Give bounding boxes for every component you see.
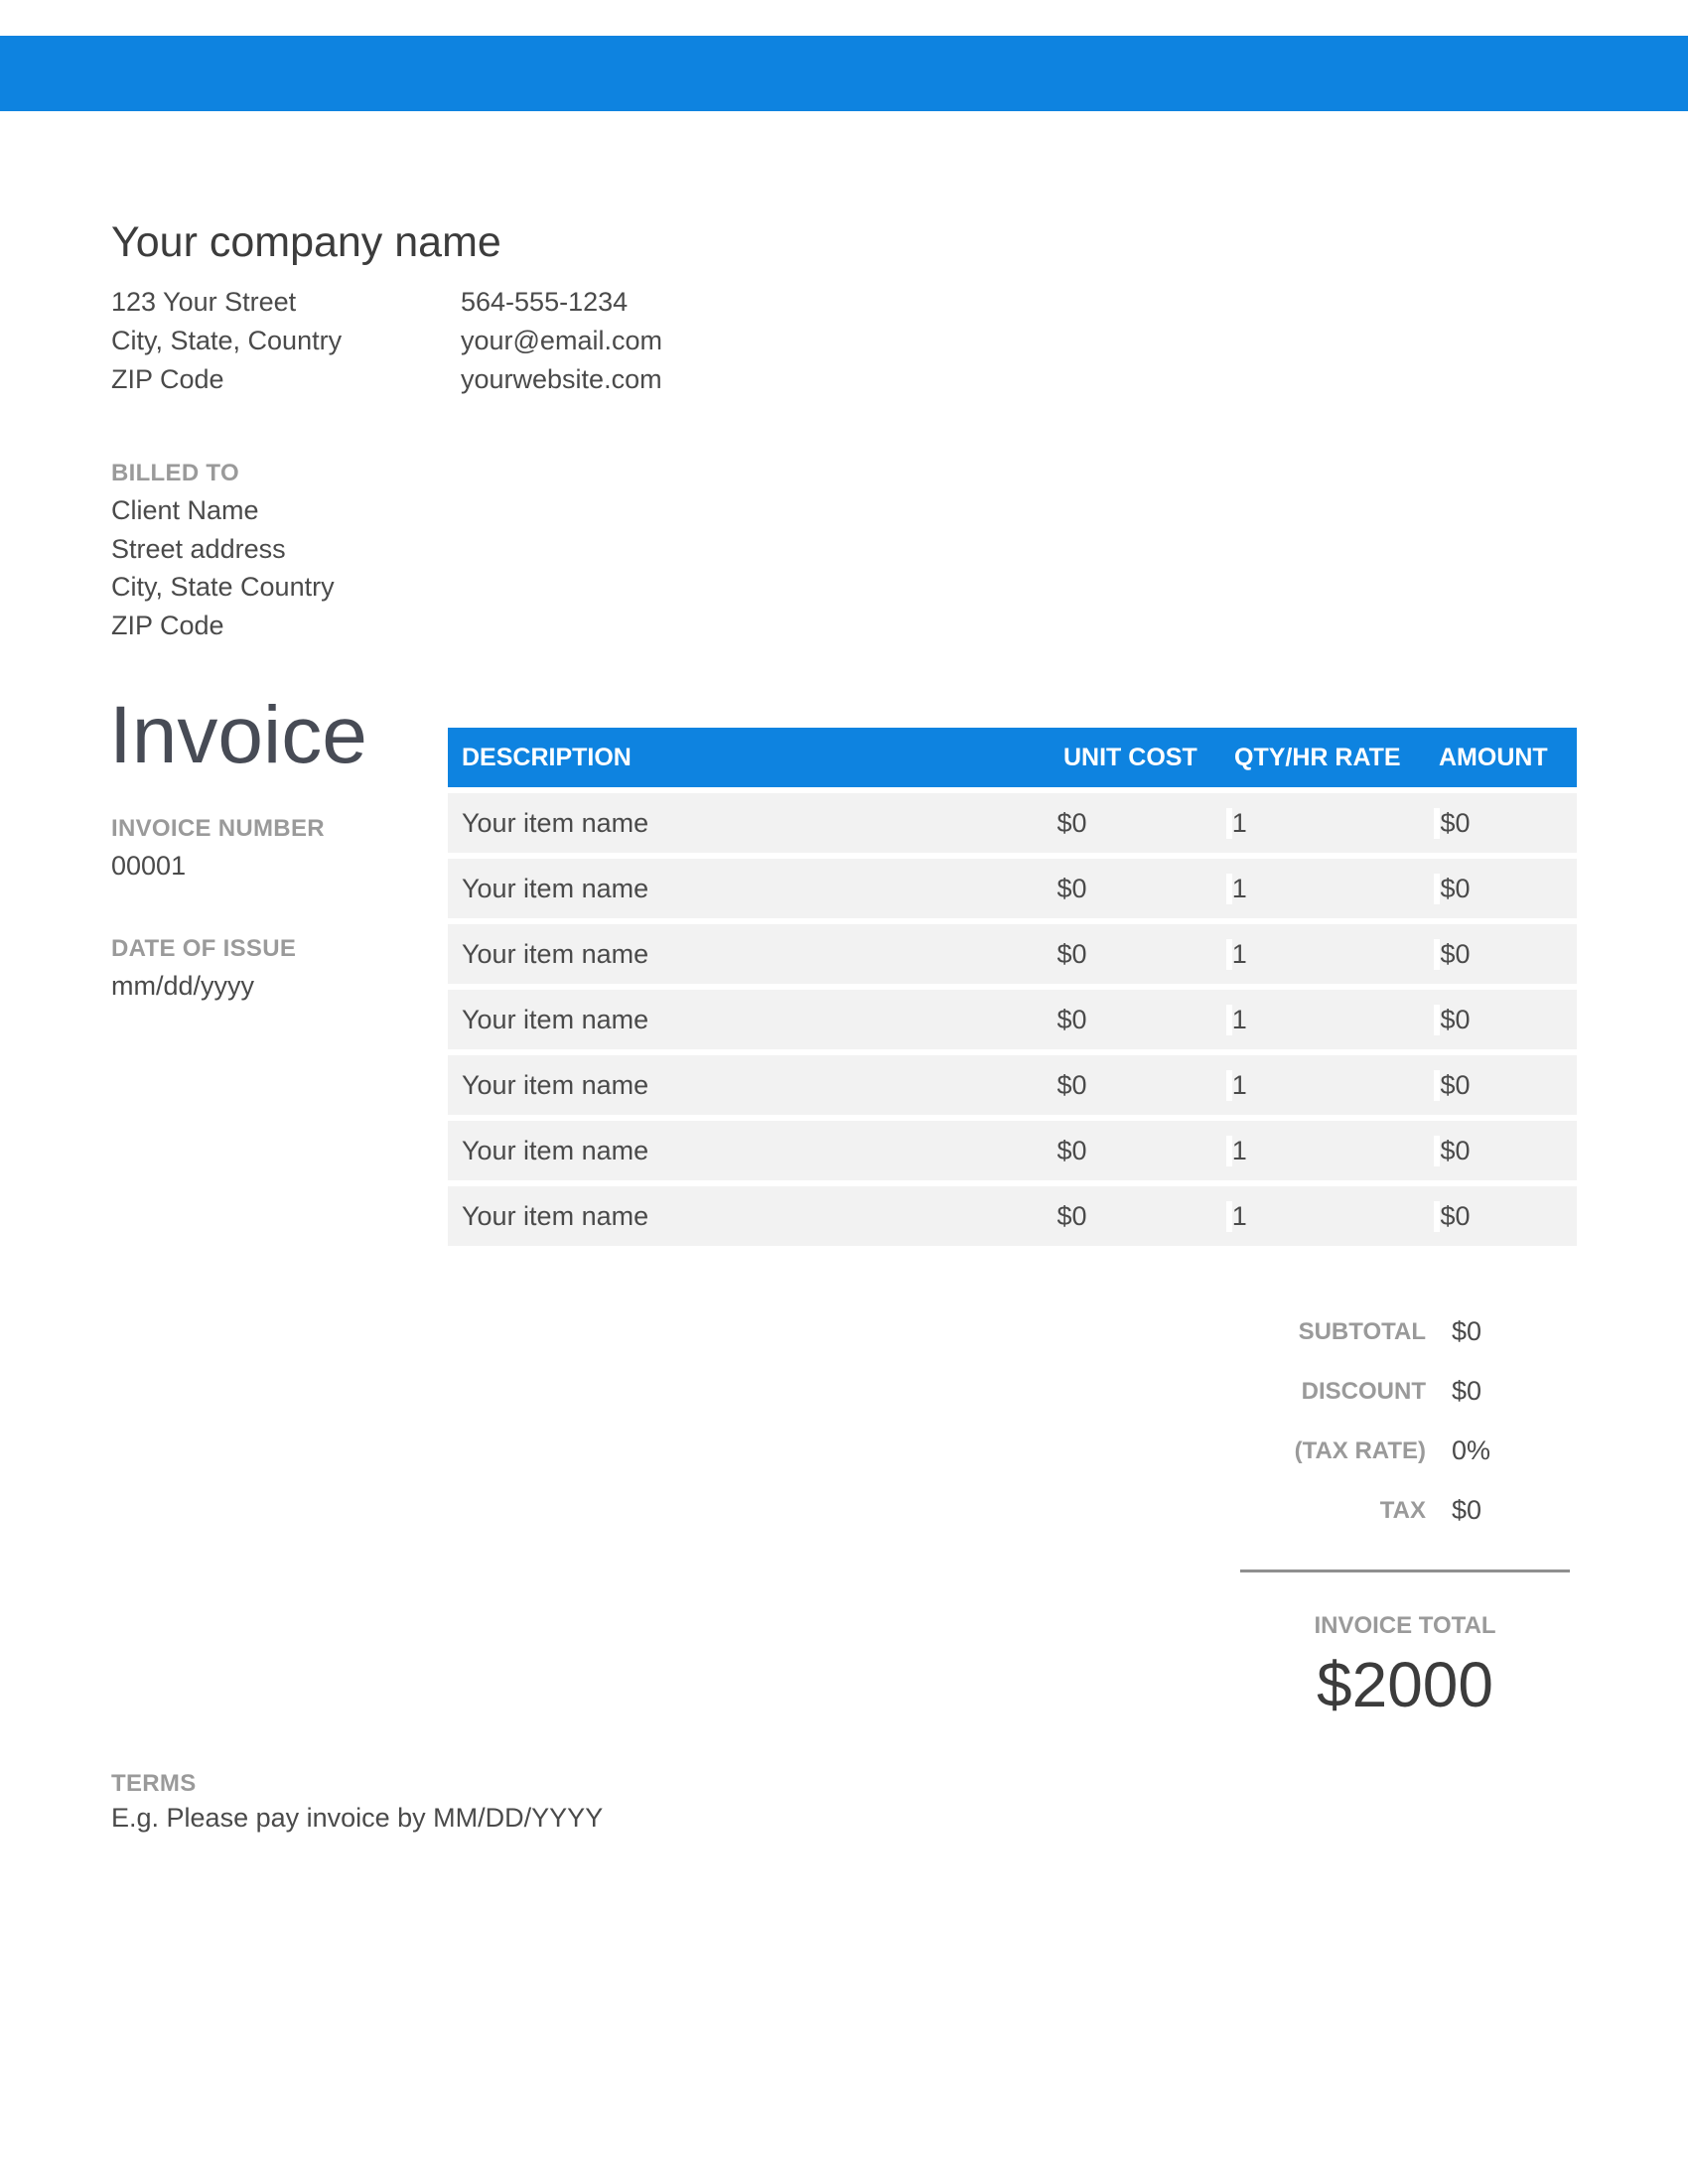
table-row: [448, 1186, 1577, 1246]
tax-rate-value: 0%: [1452, 1435, 1491, 1465]
item-qty: 1: [1232, 1070, 1441, 1101]
company-address: [111, 283, 342, 399]
address-line: City, State, Country: [111, 326, 343, 355]
table-row: [448, 990, 1577, 1049]
client-city: City, State Country: [111, 572, 335, 602]
item-amount: $0: [1440, 1069, 1471, 1100]
tax-label: TAX: [1379, 1497, 1426, 1524]
item-qty: 1: [1232, 939, 1441, 970]
item-qty: 1: [1232, 874, 1441, 904]
table-header: [448, 728, 1577, 787]
item-description: Your item name: [462, 1069, 649, 1100]
invoice-number: 00001: [111, 851, 187, 881]
discount-row: [1172, 1372, 1569, 1432]
item-amount: $0: [1440, 1200, 1471, 1231]
client-name: Client Name: [111, 495, 259, 525]
header-unit-cost: UNIT COST: [1063, 743, 1197, 771]
item-description: Your item name: [462, 873, 649, 903]
header-amount: AMOUNT: [1439, 743, 1548, 771]
invoice-title: Invoice: [109, 690, 367, 780]
company-website: yourwebsite.com: [461, 364, 662, 394]
item-unit-cost: $0: [1057, 1070, 1232, 1101]
item-description: Your item name: [462, 938, 649, 969]
table-row: [448, 1055, 1577, 1115]
company-name: Your company name: [111, 218, 501, 266]
subtotal-value: $0: [1452, 1316, 1482, 1346]
tax-rate-label: (TAX RATE): [1294, 1437, 1426, 1464]
header-accent-bar: [0, 36, 1688, 111]
item-unit-cost: $0: [1057, 939, 1232, 970]
item-description: Your item name: [462, 1004, 649, 1034]
item-qty: 1: [1232, 1136, 1441, 1166]
invoice-total-label: INVOICE TOTAL: [1314, 1612, 1496, 1639]
billed-to-label: BILLED TO: [111, 460, 239, 486]
item-amount: $0: [1440, 1135, 1471, 1165]
terms-label: TERMS: [111, 1770, 197, 1797]
address-line: 123 Your Street: [111, 287, 297, 317]
terms-text: E.g. Please pay invoice by MM/DD/YYYY: [111, 1803, 604, 1833]
item-unit-cost: $0: [1057, 874, 1232, 904]
invoice-number-label: INVOICE NUMBER: [111, 815, 325, 842]
table-row: [448, 793, 1577, 853]
discount-label: DISCOUNT: [1301, 1378, 1426, 1405]
item-unit-cost: $0: [1057, 1005, 1232, 1035]
tax-row: [1172, 1491, 1569, 1551]
billed-to-details: [111, 491, 335, 644]
total-divider: [1240, 1570, 1570, 1572]
items-table: [448, 728, 1577, 1246]
item-amount: $0: [1440, 1004, 1471, 1034]
company-phone: 564-555-1234: [461, 287, 629, 317]
item-amount: $0: [1440, 807, 1471, 838]
company-contact: [461, 283, 662, 399]
item-unit-cost: $0: [1057, 808, 1232, 839]
table-row: [448, 859, 1577, 918]
header-description: DESCRIPTION: [462, 743, 632, 771]
address-line: ZIP Code: [111, 364, 224, 394]
item-description: Your item name: [462, 807, 649, 838]
table-row: [448, 1121, 1577, 1180]
table-row: [448, 924, 1577, 984]
client-zip: ZIP Code: [111, 610, 224, 640]
company-email: your@email.com: [461, 326, 662, 355]
subtotal-row: [1172, 1312, 1569, 1372]
item-unit-cost: $0: [1057, 1136, 1232, 1166]
item-description: Your item name: [462, 1200, 649, 1231]
item-amount: $0: [1440, 938, 1471, 969]
invoice-total-value: $2000: [1317, 1649, 1493, 1720]
header-qty-rate: QTY/HR RATE: [1234, 743, 1401, 771]
item-qty: 1: [1232, 808, 1441, 839]
tax-value: $0: [1452, 1495, 1482, 1525]
item-amount: $0: [1440, 873, 1471, 903]
date-of-issue-label: DATE OF ISSUE: [111, 935, 297, 962]
item-qty: 1: [1232, 1005, 1441, 1035]
tax-rate-row: [1172, 1432, 1569, 1491]
totals-summary: [1172, 1312, 1569, 1551]
date-of-issue: mm/dd/yyyy: [111, 971, 255, 1001]
client-street: Street address: [111, 533, 286, 564]
discount-value: $0: [1452, 1376, 1482, 1406]
subtotal-label: SUBTOTAL: [1298, 1318, 1426, 1345]
item-description: Your item name: [462, 1135, 649, 1165]
item-unit-cost: $0: [1057, 1201, 1232, 1232]
item-qty: 1: [1232, 1201, 1441, 1232]
